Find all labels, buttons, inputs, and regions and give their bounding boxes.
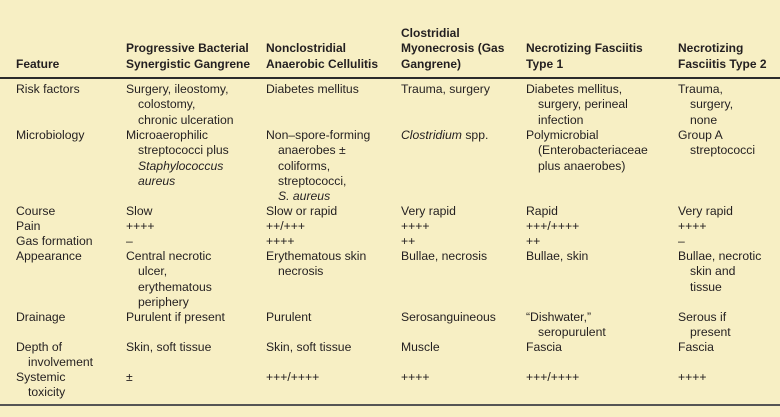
cell-line: ++++	[126, 219, 155, 233]
table-cell	[401, 219, 519, 234]
cell-line: none	[690, 112, 718, 127]
feature-cell	[16, 370, 116, 401]
cell-line: anaerobes ±	[278, 143, 346, 158]
cell-line: colostomy,	[138, 97, 196, 112]
cell-line: Serous if	[678, 310, 727, 324]
cell-line: Fascia	[526, 340, 562, 354]
feature-cell	[16, 219, 116, 234]
cell-line: Purulent if present	[126, 310, 225, 324]
feature-line: Microbiology	[16, 128, 85, 142]
header-line: Myonecrosis	[401, 41, 475, 55]
header-line: Fasciitis Type 1	[526, 41, 643, 71]
feature-line: Risk factors	[16, 82, 80, 96]
table-cell	[526, 370, 672, 385]
table-cell	[266, 249, 384, 280]
cell-line: ulcer,	[138, 264, 168, 279]
header-feature	[16, 57, 116, 73]
cell-line: Slow or rapid	[266, 204, 338, 218]
feature-line: Gas formation	[16, 234, 93, 248]
cell-line: Rapid	[526, 204, 558, 218]
table-cell	[401, 82, 519, 97]
feature-line: Systemic	[16, 370, 66, 384]
cell-line: necrosis	[278, 264, 324, 279]
cell-line: Trauma, surgery	[401, 82, 490, 96]
cell-line: ±	[126, 370, 133, 384]
header-line: Gangrene	[194, 56, 251, 71]
feature-cell	[16, 234, 116, 249]
cell-line: ++/+++	[266, 219, 305, 233]
cell-line: ++++	[678, 219, 707, 233]
table-cell	[678, 82, 780, 128]
cell-line: Very rapid	[678, 204, 733, 218]
table-cell	[126, 234, 254, 249]
cell-line: chronic ulceration	[138, 112, 234, 127]
feature-line: Appearance	[16, 249, 82, 263]
feature-line: Drainage	[16, 310, 66, 324]
table-cell	[678, 128, 780, 159]
table-cell	[266, 370, 384, 385]
cell-line: streptococci	[690, 143, 756, 158]
header-line: Anaerobic	[266, 56, 325, 71]
table-cell	[401, 340, 519, 355]
cell-line: streptococci,	[278, 173, 347, 188]
cell-line: coliforms,	[278, 158, 331, 173]
cell-line: +++/++++	[526, 219, 580, 233]
cell-line: Polymicrobial	[526, 128, 599, 142]
header-line: Necrotizing	[678, 41, 744, 55]
feature-line: involvement	[28, 355, 94, 370]
table-cell	[401, 204, 519, 219]
table-cell	[126, 219, 254, 234]
table-cell	[678, 234, 780, 249]
cell-line: ++++	[266, 234, 295, 248]
feature-cell	[16, 310, 116, 325]
feature-line: Depth of	[16, 340, 63, 354]
table-cell	[526, 204, 672, 219]
header-line: Necrotizing	[526, 41, 592, 55]
table-cell	[526, 234, 672, 249]
table-cell	[678, 219, 780, 234]
cell-line: present	[690, 325, 731, 340]
table-cell	[126, 249, 254, 310]
header-line: Cellulitis	[328, 56, 379, 71]
header-clostridial-myonecrosis	[401, 26, 519, 73]
cell-line: Microaerophilic	[126, 128, 208, 142]
table-cell	[401, 310, 519, 325]
cell-line: Trauma,	[678, 82, 723, 96]
cell-line: ++	[401, 234, 416, 248]
cell-line: erythematous	[138, 279, 212, 294]
table-cell	[266, 219, 384, 234]
header-progressive-bacterial-synergistic-gangrene	[126, 41, 254, 72]
table-cell	[266, 340, 384, 355]
cell-line: seropurulent	[538, 325, 606, 340]
cell-line: Diabetes mellitus	[266, 82, 359, 96]
bottom-rule	[0, 404, 780, 406]
header-rule	[0, 77, 780, 79]
cell-line: Skin, soft tissue	[126, 340, 212, 354]
feature-line: Pain	[16, 219, 41, 233]
cell-line: aureus	[138, 173, 176, 188]
cell-line: Muscle	[401, 340, 440, 354]
cell-line: Clostridium spp.	[401, 128, 489, 142]
header-nonclostridial-anaerobic-cellulitis	[266, 41, 384, 72]
table-cell	[401, 249, 519, 264]
cell-line: Erythematous skin	[266, 249, 367, 263]
cell-line: streptococci plus	[138, 143, 229, 158]
feature-cell	[16, 340, 116, 371]
cell-line: Bullae, skin	[526, 249, 589, 263]
cell-line: Slow	[126, 204, 153, 218]
cell-line: –	[126, 234, 133, 248]
cell-line: “Dishwater,”	[526, 310, 592, 324]
table-cell	[126, 128, 254, 189]
table-cell	[401, 234, 519, 249]
cell-line: Diabetes mellitus,	[526, 82, 623, 96]
header-line: Bacterial	[198, 41, 249, 55]
header-line: Nonclostridial	[266, 41, 347, 55]
table-cell	[401, 128, 519, 143]
table-cell	[126, 310, 254, 325]
cell-line: (Enterobacteriaceae	[538, 143, 648, 158]
table-cell	[526, 310, 672, 341]
cell-line: Bullae, necrotic	[678, 249, 762, 263]
feature-line: Course	[16, 204, 56, 218]
cell-line: Bullae, necrosis	[401, 249, 488, 263]
cell-line: plus anaerobes)	[538, 158, 626, 173]
cell-line: ++++	[401, 370, 430, 384]
cell-line: ++++	[678, 370, 707, 384]
feature-cell	[16, 204, 116, 219]
table-header	[0, 0, 780, 76]
table-cell	[266, 204, 384, 219]
table-cell	[266, 234, 384, 249]
table-cell	[678, 249, 780, 295]
feature-cell	[16, 128, 116, 143]
cell-line: Central necrotic	[126, 249, 212, 263]
table-cell	[126, 370, 254, 385]
cell-line: Skin, soft tissue	[266, 340, 352, 354]
cell-line: Fascia	[678, 340, 714, 354]
table-cell	[401, 370, 519, 385]
cell-line: ++	[526, 234, 541, 248]
header-line: Feature	[16, 56, 60, 71]
header-line: Synergistic	[126, 56, 191, 71]
table-cell	[678, 204, 780, 219]
cell-line: +++/++++	[526, 370, 580, 384]
header-necrotizing-fasciitis-type-2	[678, 41, 780, 72]
header-line: Progressive	[126, 41, 195, 55]
cell-line: Serosanguineous	[401, 310, 496, 324]
cell-line: S. aureus	[278, 189, 331, 204]
feature-cell	[16, 249, 116, 264]
table-cell	[126, 82, 254, 128]
feature-cell	[16, 82, 116, 97]
cell-line: Non–spore-forming	[266, 128, 371, 142]
cell-line: surgery, perineal	[538, 97, 628, 112]
table-cell	[126, 204, 254, 219]
table-cell	[526, 128, 672, 174]
header-line: Type 2	[729, 56, 767, 71]
header-line: Clostridial	[401, 25, 460, 40]
cell-line: tissue	[690, 279, 722, 294]
table-cell	[678, 310, 780, 341]
table-cell	[526, 340, 672, 355]
table-cell	[526, 219, 672, 234]
cell-line: ++++	[401, 219, 430, 233]
cell-line: Staphylococcus	[138, 158, 224, 173]
table-cell	[526, 249, 672, 264]
table-cell	[266, 128, 384, 204]
cell-line: surgery,	[690, 97, 734, 112]
header-necrotizing-fasciitis-type-1	[526, 41, 672, 72]
table-cell	[526, 82, 672, 128]
cell-line: skin and	[690, 264, 736, 279]
feature-line: toxicity	[28, 385, 66, 400]
table-cell	[678, 370, 780, 385]
table-cell	[678, 340, 780, 355]
header-line: (Gas Gangrene)	[401, 41, 505, 71]
table-cell	[266, 82, 384, 97]
table-cell	[266, 310, 384, 325]
cell-line: periphery	[138, 294, 189, 309]
cell-line: Very rapid	[401, 204, 456, 218]
table-cell	[126, 340, 254, 355]
cell-line: +++/++++	[266, 370, 320, 384]
header-line: Fasciitis	[678, 56, 727, 71]
cell-line: infection	[538, 112, 584, 127]
cell-line: Purulent	[266, 310, 312, 324]
cell-line: –	[678, 234, 685, 248]
cell-line: Surgery, ileostomy,	[126, 82, 229, 96]
cell-line: Group A	[678, 128, 723, 142]
